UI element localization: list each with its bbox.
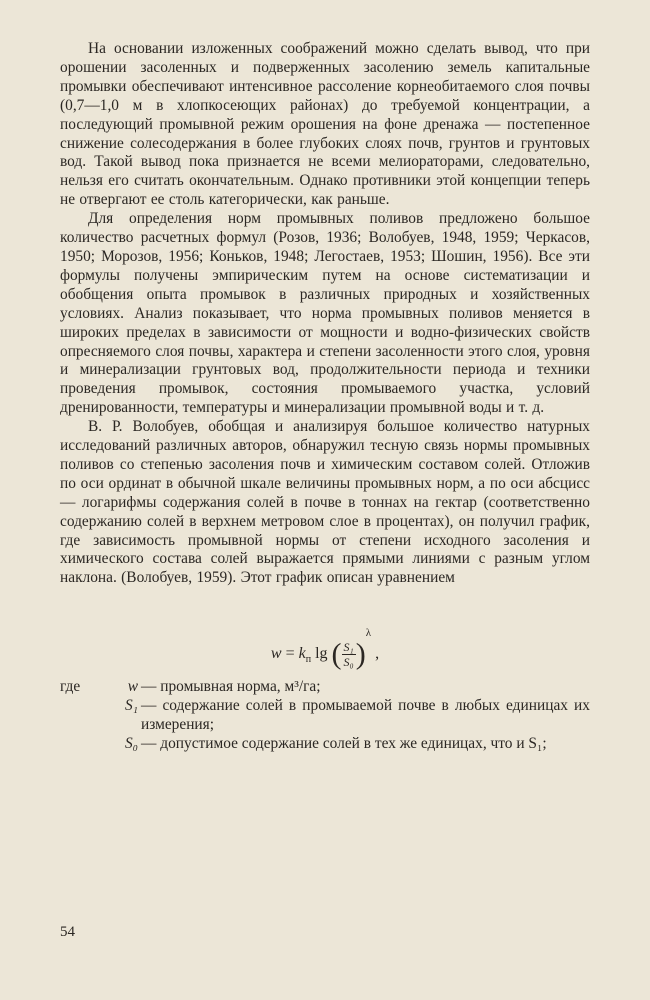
definition-symbol: S₁ [124,697,138,715]
formula-denominator: S₀ [343,655,354,670]
formula-exponent: λ [365,627,372,640]
page-number: 54 [60,924,75,940]
formula-coef-sub: п [305,654,312,666]
definition-text: — допустимое содержание солей в тех же единицах, что и S₁; [141,735,547,752]
formula-lhs: w [270,645,282,663]
definition-item [60,697,590,735]
paragraph-conclusion: На основании изложенных соображений можно сделать вывод, что при орошении засоленных и подверженных засолению земель капитальные промывки обеспечивают интенсивное рассоление корнеобитаемого слоя почвы (0,7—1,0 м в хлопкосеющих районах) до требуемой концентрации, а последующий промывной режим орошения на фоне дренажа — постепенное снижение солесодержания в более глубоких слоях почв, грунтов и грунтовых вод. Такой вывод пока признается не всеми мелиораторами, следовательно, нельзя его считать окончательным. Однако противники этой концепции теперь не отвергают ее столь категорически, как раньше. [60,40,590,209]
definition-item [60,735,590,754]
page-body [60,40,590,754]
left-paren: ( [331,637,342,671]
paragraph-volobuev: В. Р. Волобуев, обобщая и анализируя большое количество натурных исследований различных авторов, обнаружил тесную связь нормы промывных поливов со степенью засоления почв и химическим составом солей. Отложив по оси ординат в обычной шкале величины промывных норм, а по оси абсцисс — логарифмы содержания солей в почве в тоннах на гектар (соответственно содержанию солей в верхнем метровом слое в процентах), он получил график, где зависимость промывной нормы от степени исходного засоления и химического состава солей выражается прямыми линиями с разным углом наклона. (Волобуев, 1959). Этот график описан уравнением [60,418,590,587]
definition-symbol: S₀ [124,735,138,752]
right-paren: ) [355,637,366,671]
paragraph-formulas-review: Для определения норм промывных поливов предложено большое количество расчетных формул (Розов, 1936; Волобуев, 1948, 1959; Черкасов, 1950; Морозов, 1956; Коньков, 1948; Легостаев, 1953; Шошин, 1956). Все эти формулы получены эмпирическим путем на основе систематизации и обобщения опыта промывок в различных природных и хозяйственных условиях. Анализ показывает, что норма промывных поливов меняется в широких пределах в зависимости от мощности и водно-физических свойств опресняемого слоя почвы, характера и степени засоленности этого слоя, уровня и минерализации грунтовых вод, продолжительности периода и техники проведения промывок, состояния промываемого участка, условий дренированности, температуры и минерализации промывной воды и т. д. [60,210,590,417]
formula-fraction [342,640,356,669]
definition-text: — промывная норма, м³/га; [141,678,321,696]
definitions-lead: где [60,678,81,696]
volobuev-formula [60,602,590,671]
formula-tail: , [375,645,380,663]
formula-coef: k [298,645,306,663]
definition-item [60,678,590,697]
formula-numerator: S₁ [343,640,354,655]
formula-func: lg [315,645,328,663]
formula-equals: = [285,645,295,663]
definitions-list [60,678,590,754]
definition-symbol: w [127,678,138,696]
definition-text: — содержание солей в промываемой почве в любых единицах их измерения; [141,697,590,734]
